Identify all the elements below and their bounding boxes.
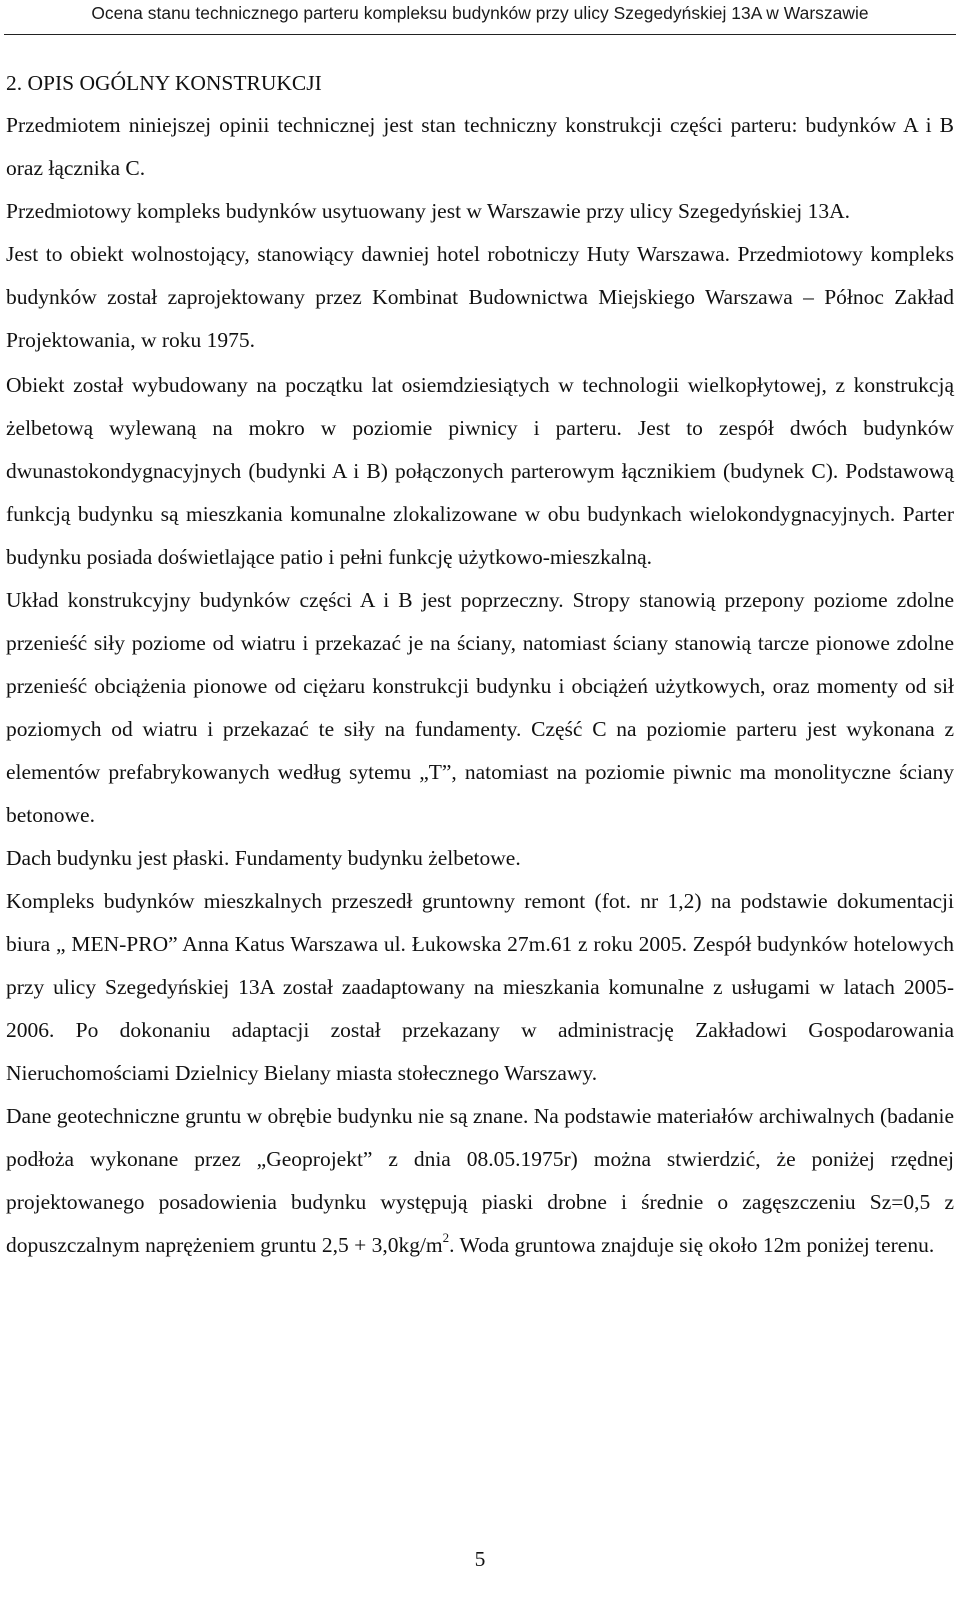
geotechnical-text: Dane geotechniczne gruntu w obrębie budynku nie są znane. Na podstawie materiałów archiwalnych (badanie podłoża wykonane przez „Geoprojekt” z dnia 08.05.1975r) można stwierdzić, że poniżej rzędnej projektowanego posadowienia budynku występują piaski drobne i średnie o zagęszczeniu Sz=0,5 z dopuszczalnym naprężeniem gruntu 2,5 + 3,0kg/m bbox=[6, 1104, 955, 1257]
paragraph-subject: Przedmiotem niniejszej opinii technicznej jest stan techniczny konstrukcji części parteru: budynków A i B oraz łącznika C. bbox=[6, 113, 954, 180]
page-number: 5 bbox=[474, 1547, 486, 1571]
geotechnical-text-tail: . Woda gruntowa znajduje się około 12m poniżej terenu. bbox=[449, 1233, 935, 1257]
paragraph-structural-system: Układ konstrukcyjny budynków części A i B jest poprzeczny. Stropy stanowią przepony poziome zdolne przenieść siły poziome od wiatru i przekazać je na ściany, natomiast ściany stanowią tarcze pionowe zdolne przenieść obciążenia pionowe od ciężaru konstrukcji budynku i obciążeń użytkowych, oraz momenty od sił poziomych od wiatru i przekazać te siły na fundamenty. Część C na poziomie parteru jest wykonana z elementów prefabrykowanych według sytemu „T”, natomiast na poziomie piwnic ma monolityczne ściany betonowe. bbox=[6, 588, 954, 827]
header-divider bbox=[4, 34, 956, 35]
paragraph-history: Jest to obiekt wolnostojący, stanowiący dawniej hotel robotniczy Huty Warszawa. Przedmiotowy kompleks budynków został zaprojektowany przez Kombinat Budownictwa Miejskiego Warszawa – Północ Zakład Projektowania, w roku 1975. bbox=[6, 242, 954, 352]
paragraph-location: Przedmiotowy kompleks budynków usytuowany jest w Warszawie przy ulicy Szegedyńskiej 13A. bbox=[6, 199, 850, 223]
paragraph-geotechnical bbox=[6, 1095, 954, 1267]
paragraph-construction: Obiekt został wybudowany na początku lat osiemdziesiątych w technologii wielkopłytowej, z konstrukcją żelbetową wylewaną na mokro w poziomie piwnicy i parteru. Jest to zespół dwóch budynków dwunastokondygnacyjnych (budynki A i B) połączonych parterowym łącznikiem (budynek C). Podstawową funkcją budynku są mieszkania komunalne zlokalizowane w obu budynkach wielokondygnacyjnych. Parter budynku posiada doświetlające patio i pełni funkcję użytkowo-mieszkalną. bbox=[6, 373, 954, 569]
document-body bbox=[6, 62, 954, 1267]
paragraph-roof-foundations: Dach budynku jest płaski. Fundamenty budynku żelbetowe. bbox=[6, 846, 521, 870]
paragraph-renovation: Kompleks budynków mieszkalnych przeszedł gruntowny remont (fot. nr 1,2) na podstawie dokumentacji biura „ MEN-PRO” Anna Katus Warszawa ul. Łukowska 27m.61 z roku 2005. Zespół budynków hotelowych przy ulicy Szegedyńskiej 13A został zaadaptowany na mieszkania komunalne z usługami w latach 2005-2006. Po dokonaniu adaptacji został przekazany w administrację Zakładowi Gospodarowania Nieruchomościami Dzielnicy Bielany miasta stołecznego Warszawy. bbox=[6, 889, 954, 1085]
unit-superscript: 2 bbox=[442, 1229, 450, 1245]
section-heading: 2. OPIS OGÓLNY KONSTRUKCJI bbox=[6, 71, 322, 95]
running-header: Ocena stanu technicznego parteru kompleksu budynków przy ulicy Szegedyńskiej 13A w Warszawie bbox=[91, 3, 869, 23]
